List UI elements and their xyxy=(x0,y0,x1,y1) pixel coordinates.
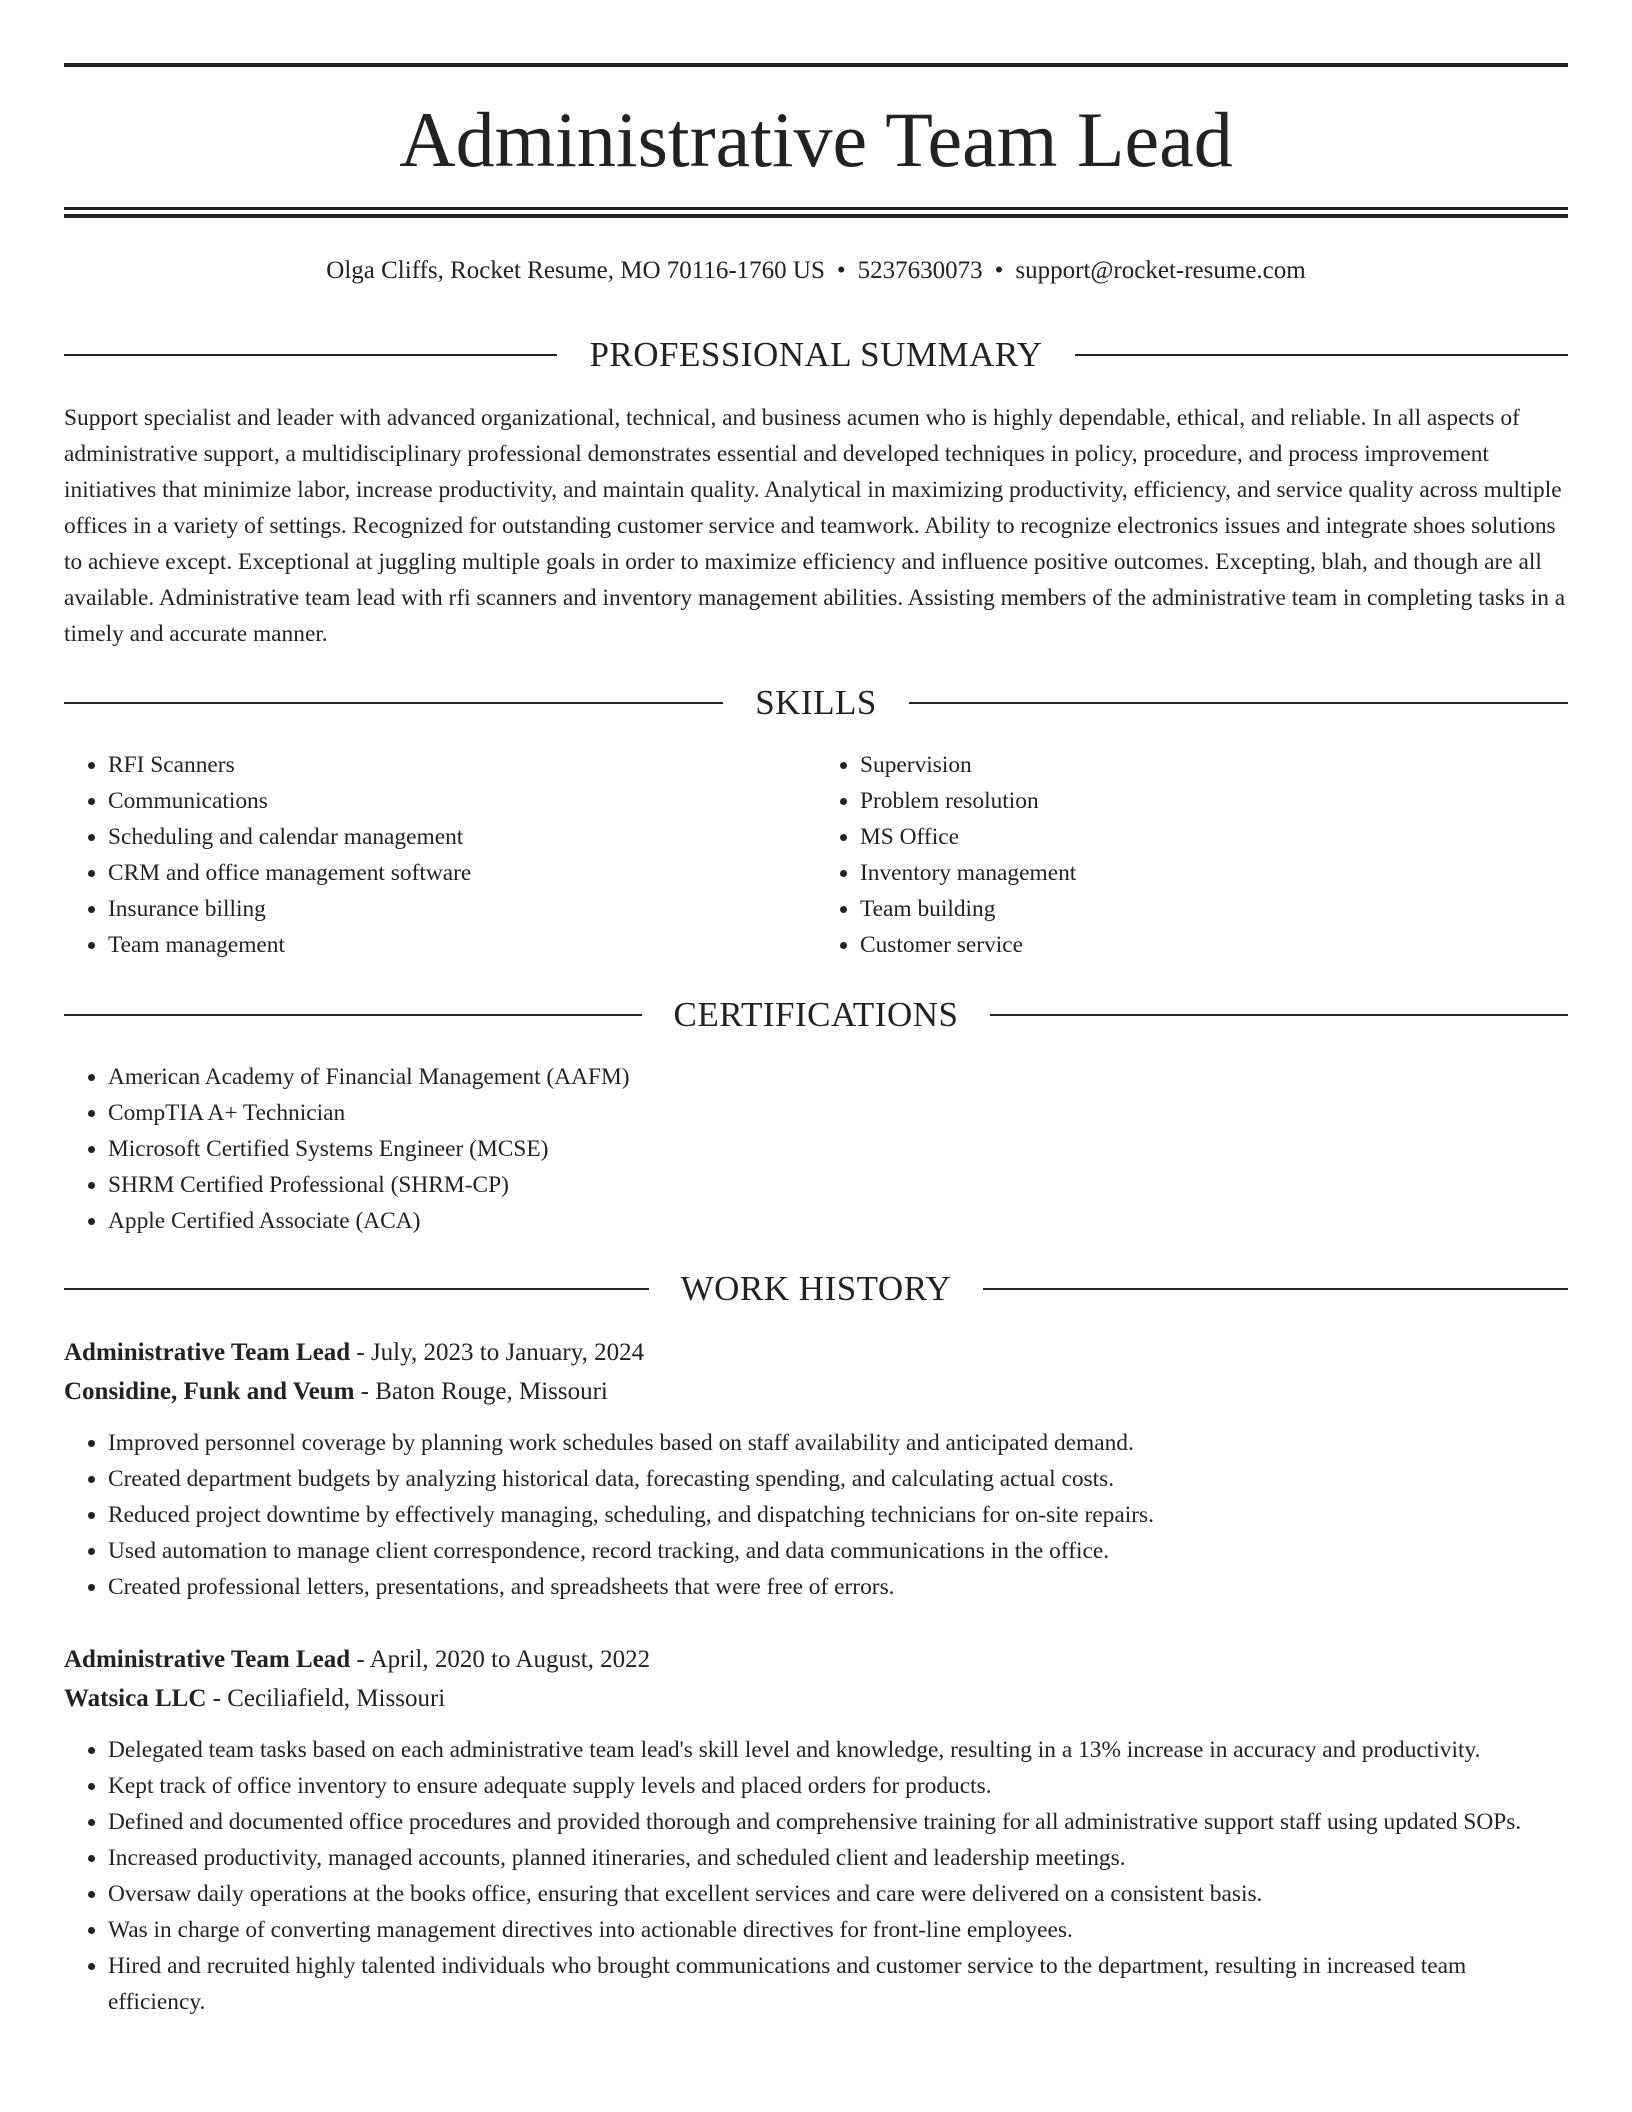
heading-rule-left xyxy=(64,702,723,704)
job-location: - Ceciliafield, Missouri xyxy=(212,1685,446,1712)
certification-item: • SHRM Certified Professional (SHRM-CP) xyxy=(108,1167,1568,1203)
skill-item: • Communications xyxy=(108,783,816,819)
skill-item: • RFI Scanners xyxy=(108,747,816,783)
job-title-line xyxy=(64,1640,1568,1679)
job-duty-item: • Reduced project downtime by effectively managing, scheduling, and dispatching technicians for on-site repairs. xyxy=(108,1497,1568,1533)
job-duty-item: • Increased productivity, managed accounts, planned itineraries, and scheduled client and leadership meetings. xyxy=(108,1840,1568,1876)
skill-item: • Supervision xyxy=(860,747,1568,783)
job-duty-item: • Kept track of office inventory to ensure adequate supply levels and placed orders for products. xyxy=(108,1768,1568,1804)
job-duty-item: • Was in charge of converting management directives into actionable directives for front-line employees. xyxy=(108,1912,1568,1948)
job-title-line xyxy=(64,1333,1568,1372)
work-history-heading xyxy=(64,1267,1568,1311)
heading-rule-left xyxy=(64,1014,642,1016)
skill-item: • Team building xyxy=(860,891,1568,927)
summary-text: Support specialist and leader with advanced organizational, technical, and business acumen who is highly dependable, ethical, and reliable. In all aspects of administrative support, a multidisciplinary professional demonstrates essential and developed techniques in policy, procedure, and process improvement initiatives that minimize labor, increase productivity, and maintain quality. Analytical in maximizing productivity, efficiency, and service quality across multiple offices in a variety of settings. Recognized for outstanding customer service and teamwork. Ability to recognize electronics issues and integrate shoes solutions to achieve except. Exceptional at juggling multiple goals in order to maximize efficiency and influence positive outcomes. Excepting, blah, and though are all available. Administrative team lead with rfi scanners and inventory management abilities. Assisting members of the administrative team in completing tasks in a timely and accurate manner. xyxy=(64,405,1566,647)
skill-item: • Customer service xyxy=(860,927,1568,963)
job-company-line xyxy=(64,1372,1568,1411)
job-title: Administrative Team Lead xyxy=(64,1646,351,1673)
job-company-line xyxy=(64,1679,1568,1718)
work-history-heading-label: WORK HISTORY xyxy=(680,1269,952,1308)
certifications-heading xyxy=(64,993,1568,1037)
certifications-block xyxy=(64,1059,1568,1239)
job-duty-item: • Hired and recruited highly talented individuals who brought communications and customer service to the department, resulting in increased team efficiency. xyxy=(108,1948,1568,2020)
heading-rule-right xyxy=(909,702,1568,704)
resume-title: Administrative Team Lead xyxy=(399,96,1233,183)
skill-item: • Insurance billing xyxy=(108,891,816,927)
job-dates: - April, 2020 to August, 2022 xyxy=(356,1646,651,1673)
heading-rule-right xyxy=(1075,354,1568,356)
job-duties-list xyxy=(64,1425,1568,1605)
job-duty-item: • Improved personnel coverage by planning work schedules based on staff availability and anticipated demand. xyxy=(108,1425,1568,1461)
certifications-list xyxy=(64,1059,1568,1239)
job-company: Considine, Funk and Veum xyxy=(64,1378,355,1405)
certifications-heading-label: CERTIFICATIONS xyxy=(673,995,959,1034)
heading-rule-right xyxy=(983,1288,1568,1290)
heading-rule-left xyxy=(64,1288,649,1290)
job-title: Administrative Team Lead xyxy=(64,1339,351,1366)
certification-item: • CompTIA A+ Technician xyxy=(108,1095,1568,1131)
job-company: Watsica LLC xyxy=(64,1685,207,1712)
skill-item: • Inventory management xyxy=(860,855,1568,891)
header-double-rule xyxy=(64,207,1568,218)
skill-item: • Problem resolution xyxy=(860,783,1568,819)
summary-heading xyxy=(64,333,1568,377)
job-duty-item: • Created department budgets by analyzing historical data, forecasting spending, and calculating actual costs. xyxy=(108,1461,1568,1497)
job-duty-item: • Created professional letters, presentations, and spreadsheets that were free of errors. xyxy=(108,1569,1568,1605)
job-duty-item: • Used automation to manage client correspondence, record tracking, and data communications in the office. xyxy=(108,1533,1568,1569)
contact-email: support@rocket-resume.com xyxy=(1015,257,1306,284)
job-dates: - July, 2023 to January, 2024 xyxy=(356,1339,645,1366)
job-location: - Baton Rouge, Missouri xyxy=(360,1378,608,1405)
contact-address: Olga Cliffs, Rocket Resume, MO 70116-1760 US xyxy=(326,257,825,284)
heading-rule-left xyxy=(64,354,557,356)
job-duty-item: • Defined and documented office procedures and provided thorough and comprehensive training for all administrative support staff using updated SOPs. xyxy=(108,1804,1568,1840)
job-entry xyxy=(64,1333,1568,1605)
skills-heading xyxy=(64,681,1568,725)
skill-item: • Scheduling and calendar management xyxy=(108,819,816,855)
skill-item: • CRM and office management software xyxy=(108,855,816,891)
skills-heading-label: SKILLS xyxy=(755,683,877,722)
contact-separator: • xyxy=(994,257,1004,284)
skills-columns xyxy=(64,747,1568,963)
skills-list-left xyxy=(64,747,816,963)
skill-item: • MS Office xyxy=(860,819,1568,855)
heading-rule-right xyxy=(990,1014,1568,1016)
job-entry xyxy=(64,1640,1568,2020)
job-duties-list xyxy=(64,1732,1568,2020)
skill-item: • Team management xyxy=(108,927,816,963)
certification-item: • American Academy of Financial Management (AAFM) xyxy=(108,1059,1568,1095)
contact-line xyxy=(64,254,1568,288)
summary-heading-label: PROFESSIONAL SUMMARY xyxy=(589,335,1043,374)
contact-separator: • xyxy=(836,257,846,284)
skills-list-right xyxy=(816,747,1568,963)
job-duty-item: • Oversaw daily operations at the books office, ensuring that excellent services and care were delivered on a consistent basis. xyxy=(108,1876,1568,1912)
header-top-rule xyxy=(64,63,1568,67)
contact-phone: 5237630073 xyxy=(857,257,983,284)
job-duty-item: • Delegated team tasks based on each administrative team lead's skill level and knowledge, resulting in a 13% increase in accuracy and productivity. xyxy=(108,1732,1568,1768)
certification-item: • Microsoft Certified Systems Engineer (MCSE) xyxy=(108,1131,1568,1167)
certification-item: • Apple Certified Associate (ACA) xyxy=(108,1203,1568,1239)
